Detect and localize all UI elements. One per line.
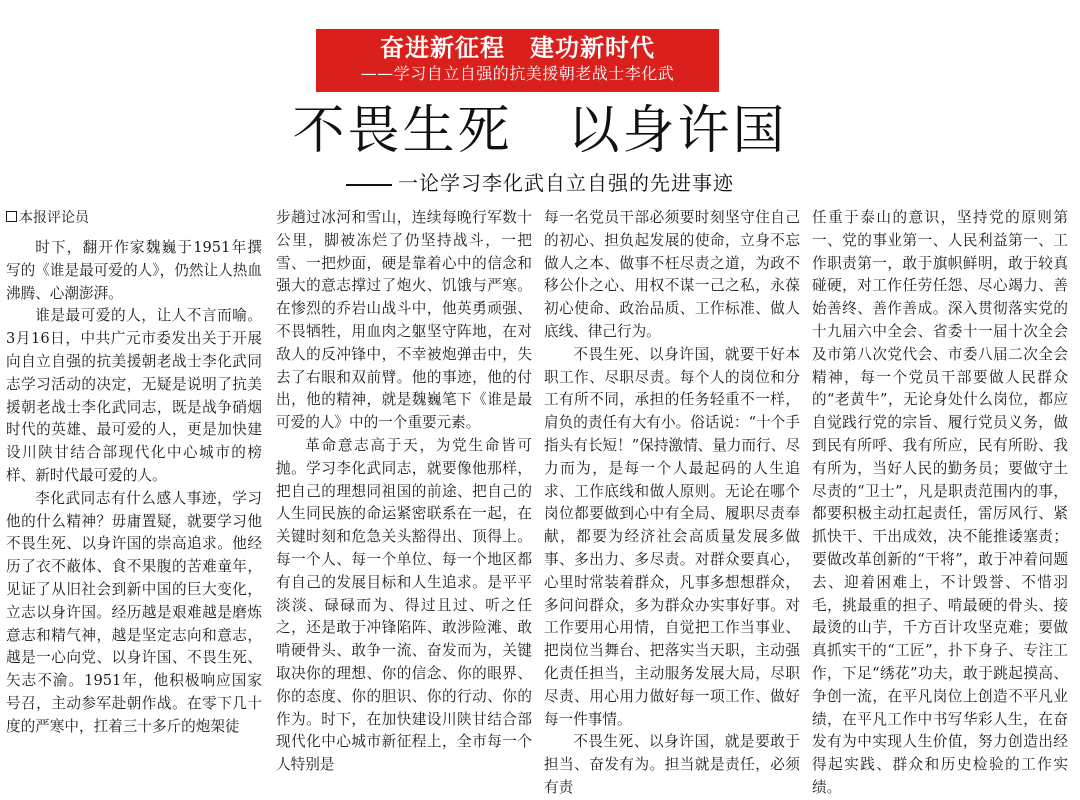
article-column-1 <box>6 207 262 735</box>
banner-subtitle: ——学习自立自强的抗美援朝老战士李化武 <box>360 64 675 83</box>
banner-main-title: 奋进新征程 建功新时代 <box>380 34 655 62</box>
series-banner <box>316 29 719 92</box>
article-column-3 <box>544 207 800 796</box>
paragraph: 不畏生死、以身许国，就要干好本职工作、尽职尽责。每个人的岗位和分工有所不同，承担的任务轻重不一样，肩负的责任有大有小。俗话说：“十个手指头有长短！”保持激情、量力而行、尽力而为，是每一个人最起码的人生追求、工作底线和做人原则。无论在哪个岗位都要做到心中有全局、履职尽责奉献，都要为经济社会高质量发展多做事、多出力、多尽责。对群众要真心，心里时常装着群众，凡事多想想群众，多问问群众，多为群众办实事好事。对工作要用心用情，自觉把工作当事业、把岗位当舞台、把落实当天职，主动强化责任担当，主动服务发展大局，尽职尽责、用心用力做好每一项工作、做好每一件事情。 <box>544 345 800 728</box>
paragraph: 时下，翻开作家魏巍于1951年撰写的《谁是最可爱的人》，仍然让人热血沸腾、心潮澎湃。 <box>6 239 262 302</box>
subheadline-dash <box>346 184 392 186</box>
byline-box-icon <box>6 211 17 222</box>
article-column-2 <box>276 207 532 774</box>
article-subheadline: 一论学习李化武自立自强的先进事迹 <box>398 171 734 195</box>
paragraph: 谁是最可爱的人，让人不言而喻。3月16日，中共广元市委发出关于开展向自立自强的抗美援朝老战士李化武同志学习活动的决定，无疑是说明了抗美援朝老战士李化武同志，既是战争硝烟时代的英雄、最可爱的人，更是加快建设川陕甘结合部现代化中心城市的榜样、新时代最可爱的人。 <box>6 307 262 484</box>
paragraph: 每一名党员干部必须要时刻坚守住自己的初心、担负起发展的使命，立身不忘做人之本、做事不枉尽责之道，为政不移公仆之心、用权不谋一己之私，永葆初心使命、政治品质、工作标准、做人底线、律己行为。 <box>544 209 800 340</box>
article-column-4 <box>812 207 1068 796</box>
paragraph: 不畏生死、以身许国，就是要敢于担当、奋发有为。担当就是责任，必须有责 <box>544 733 800 796</box>
article-headline: 不畏生死 以身许国 <box>292 101 788 161</box>
paragraph: 任重于泰山的意识，坚持党的原则第一、党的事业第一、人民利益第一、工作职责第一，敢于旗帜鲜明，敢于较真碰硬，对工作任劳任怨、尽心竭力、善始善终、善作善成。深入贯彻落实党的十九届六中全会、省委十一届十次全会及市第八次党代会、市委八届二次全会精神，每一个党员干部要做人民群众的“老黄牛”，无论身处什么岗位，都应自觉践行党的宗旨、履行党员义务，做到民有所呼、我有所应，民有所盼、我有所为，当好人民的勤务员；要做守土尽责的“卫士”，凡是职责范围内的事，都要积极主动扛起责任，雷厉风行、紧抓快干、干出成效，决不能推诿塞责；要做改革创新的“干将”，敢于冲着问题去、迎着困难上，不计毁誉、不惜羽毛，挑最重的担子、啃最硬的骨头、接最烫的山芋，千方百计攻坚克难；要做真抓实干的“工匠”，扑下身子、专注工作，下足“绣花”功夫，敢于跳起摸高、争创一流，在平凡岗位上创造不平凡业绩，在平凡工作中书写华彩人生，在奋发有为中实现人生价值，努力创造出经得起实践、群众和历史检验的工作实绩。 <box>812 209 1068 796</box>
article-subheadline-row <box>0 169 1080 197</box>
byline-text: 本报评论员 <box>19 210 89 226</box>
paragraph: 革命意志高于天，为党生命皆可抛。学习李化武同志，就要像他那样，把自己的理想同祖国的前途、把自己的人生同民族的命运紧密联系在一起，在关键时刻和危急关头豁得出、顶得上。每一个人、每一个单位、每一个地区都有自己的发展目标和人生追求。是平平淡淡、碌碌而为、得过且过、听之任之，还是敢于冲锋陷阵、敢涉险滩、敢啃硬骨头、敢争一流、奋发而为，关键取决你的理想、你的信念、你的眼界、你的态度、你的胆识、你的行动、你的作为。时下，在加快建设川陕甘结合部现代化中心城市新征程上，全市每一个人特别是 <box>276 436 532 774</box>
paragraph: 步趟过冰河和雪山，连续每晚行军数十公里，脚被冻烂了仍坚持战斗，一把雪、一把炒面，硬是靠着心中的信念和强大的意志撑过了炮火、饥饿与严寒。在惨烈的乔岩山战斗中，他英勇顽强、不畏牺牲，用血肉之躯坚守阵地，在对敌人的反冲锋中，不幸被炮弹击中，失去了右眼和双前臂。他的事迹，他的付出，他的精神，就是魏巍笔下《谁是最可爱的人》中的一个重要元素。 <box>276 209 532 432</box>
byline <box>6 207 262 229</box>
paragraph: 李化武同志有什么感人事迹，学习他的什么精神？毋庸置疑，就要学习他不畏生死、以身许国的崇高追求。他经历了衣不蔽体、食不果腹的苦难童年，见证了从旧社会到新中国的巨大变化，立志以身许国。经历越是艰难越是磨炼意志和精气神，越是坚定志向和意志，越是一心向党、以身许国、不畏生死、矢志不渝。1951年，他积极响应国家号召，主动参军赴朝作战。在零下几十度的严寒中，扛着三十多斤的炮架徒 <box>6 489 262 735</box>
